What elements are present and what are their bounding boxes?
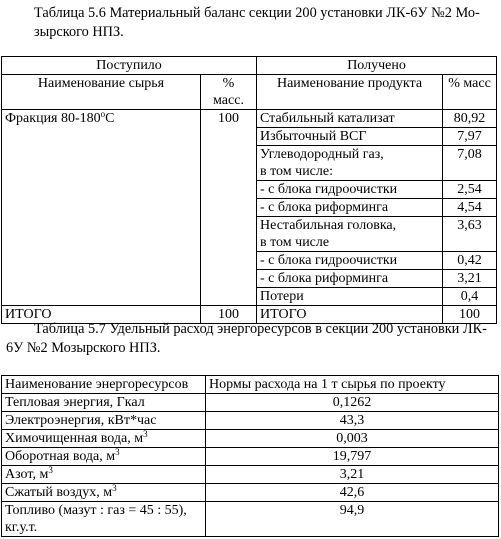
unit-superscript: 3	[115, 447, 120, 457]
caption-line: зырского НПЗ.	[34, 24, 124, 40]
product-name: - с блока гидроочистки	[257, 252, 443, 270]
header-product-pct: % масс	[443, 75, 497, 110]
product-value: 4,54	[443, 199, 497, 217]
energy-value: 0,003	[206, 430, 499, 448]
energy-name-line2: кг.у.т.	[5, 520, 38, 535]
header-energy-name: Наименование энергоресурсов	[2, 376, 206, 394]
raw-material-cell: Фракция $80-180^оС$	[2, 110, 201, 306]
caption-line: Таблица 5.6 Материальный баланс секции 200 установки ЛК-6У №2 Мо-	[34, 5, 480, 21]
raw-material-value: 100	[201, 110, 257, 306]
raw-material-unit: С	[105, 111, 115, 126]
energy-value: 42,6	[206, 484, 499, 502]
product-name	[257, 146, 443, 181]
product-name: Избыточный ВСГ	[257, 128, 443, 146]
total-in-value: 100	[201, 306, 257, 324]
energy-name-line1: Топливо (мазут : газ = 45 : 55),	[5, 503, 187, 518]
product-value: 2,54	[443, 181, 497, 199]
energy-name	[2, 430, 206, 448]
table-5-6-caption	[34, 4, 496, 42]
energy-value: 43,3	[206, 412, 499, 430]
table-5-7-caption	[6, 320, 501, 358]
header-raw-name: Наименование сырья	[2, 75, 201, 110]
header-product-name: Наименование продукта	[257, 75, 443, 110]
energy-name-text: Азот, м	[5, 467, 49, 482]
energy-value: 0,1262	[206, 394, 499, 412]
energy-name	[2, 448, 206, 466]
energy-name	[2, 466, 206, 484]
header-received: Получено	[257, 57, 497, 75]
header-raw-pct	[201, 75, 257, 110]
energy-name	[2, 484, 206, 502]
product-name	[257, 217, 443, 252]
header-norm: Нормы расхода на 1 т сырья по проекту	[206, 376, 499, 394]
unit-superscript: 3	[112, 483, 117, 493]
energy-value: 3,21	[206, 466, 499, 484]
total-out-value: 100	[443, 306, 497, 324]
product-value: 7,97	[443, 128, 497, 146]
product-name: Стабильный катализат	[257, 110, 443, 128]
product-value: 3,21	[443, 270, 497, 288]
energy-name: Электроэнергия, кВт*час	[2, 412, 206, 430]
product-name-line1: Углеводородный газ,	[260, 147, 384, 162]
product-name: - с блока риформинга	[257, 270, 443, 288]
product-value: 0,42	[443, 252, 497, 270]
product-name-line1: Нестабильная головка,	[260, 218, 397, 233]
product-name-line2: в том числе:	[260, 164, 333, 179]
product-name-line2: в том числе	[260, 235, 330, 250]
energy-value: 19,797	[206, 448, 499, 466]
energy-consumption-table	[1, 375, 499, 537]
energy-name: Тепловая энергия, Гкал	[2, 394, 206, 412]
energy-name-text: Сжатый воздух, м	[5, 485, 113, 500]
total-label-in: ИТОГО	[2, 306, 201, 324]
product-name: - с блока риформинга	[257, 199, 443, 217]
energy-value: 94,9	[206, 502, 499, 537]
unit-superscript: 3	[48, 465, 53, 475]
header-pct-line2: масс.	[213, 93, 244, 108]
product-value: 3,63	[443, 217, 497, 252]
caption-text: Таблица 5.7 Удельный расход энергоресурсов в секции 200 установки ЛК-	[34, 321, 487, 337]
total-label-out: ИТОГО	[257, 306, 443, 324]
product-name: Потери	[257, 288, 443, 306]
energy-name-text: Оборотная вода, м	[5, 449, 116, 464]
energy-name	[2, 502, 206, 537]
header-pct-line1: %	[222, 76, 235, 91]
product-name: - с блока гидроочистки	[257, 181, 443, 199]
product-value: 0,4	[443, 288, 497, 306]
caption-line	[6, 320, 501, 339]
raw-material-name: Фракция 80-180	[5, 111, 101, 126]
unit-superscript: 3	[143, 429, 148, 439]
energy-name-text: Химочищенная вода, м	[5, 431, 144, 446]
caption-line: 6У №2 Мозырского НПЗ.	[6, 340, 161, 356]
product-value: 80,92	[443, 110, 497, 128]
material-balance-table	[1, 56, 497, 324]
header-incoming: Поступило	[2, 57, 257, 75]
product-value: 7,08	[443, 146, 497, 181]
